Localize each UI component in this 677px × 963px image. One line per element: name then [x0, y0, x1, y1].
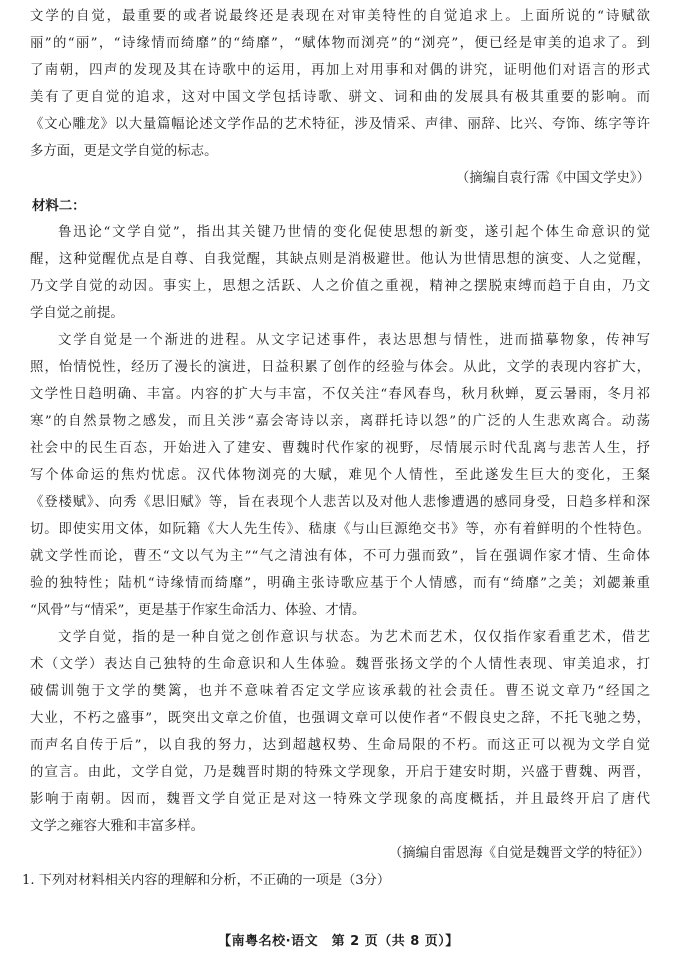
text-line: 文学的自觉，最重要的或者说最终还是表现在对审美特性的自觉追求上。上面所说的“诗赋欲	[30, 9, 650, 24]
text-line: 学自觉之前提。	[30, 306, 124, 321]
text-line: 社会中的民生百态，开始进入了建安、曹魏时代作家的视野，尽情展示时代乱离与悲苦人生，抒	[30, 441, 650, 456]
text-line: 了南朝，四声的发现及其在诗歌中的运用，再加上对用事和对偶的讲究，证明他们对语言的形式	[30, 63, 650, 78]
text-line: 而声名自传于后”，以自我的努力，达到超越权势、生命局限的不朽。而这正可以视为文学自觉	[30, 738, 650, 753]
text-line: 醒，这种觉醒优点是自尊、自我觉醒，其缺点则是消极避世。他认为世情思想的演变、人之觉醒，	[30, 252, 650, 267]
text-line: 术（文学）表达自己独特的生命意识和人生体验。魏晋张扬文学的个人情性表现、审美追求，打	[30, 657, 650, 672]
text-line: 照，怡情悦性，经历了漫长的演进，日益积累了创作的经验与体会。从此，文学的表现内容扩大，	[30, 360, 650, 375]
paragraph-start: 鲁迅论“文学自觉”，指出其关键乃世情的变化促使思想的新变，遂引起个体生命意识的觉	[58, 225, 650, 240]
text-line: 破儒训匏于文学的樊篱，也并不意味着否定文学应该承载的社会责任。曹丕说文章乃“经国之	[30, 684, 650, 699]
text-line: “风骨”与“情采”，更是基于作家生命活力、体验、才情。	[30, 603, 366, 618]
text-line: 寒”的自然景物之感发，而且关涉“嘉会寄诗以亲，离群托诗以怨”的广泛的人生悲欢离合。动荡	[30, 414, 650, 429]
source-citation: （摘编自袁行霈《中国文学史》）	[455, 171, 650, 186]
paragraph-start: 文学自觉是一个渐进的进程。从文字记述事件，表达思想与情性，进而描摹物象，传神写	[58, 333, 650, 348]
text-line: 就文学性而论，曹丕“文以气为主”“气之清浊有体，不可力强而致”，旨在强调作家才情、生命体	[30, 549, 650, 564]
text-line: 的宣言。由此，文学自觉，乃是魏晋时期的特殊文学现象，开启于建安时期，兴盛于曹魏、两晋，	[30, 765, 650, 780]
text-line: 美有了更自觉的追求，这对中国文学包括诗歌、骈文、词和曲的发展具有极其重要的影响。而	[30, 90, 650, 105]
text-line: 验的独特性；陆机“诗缘情而绮靡”，明确主张诗歌应基于个人情感，而有“绮靡”之美；刘勰兼重	[30, 576, 650, 591]
text-line: 丽”的“丽”，“诗缘情而绮靡”的“绮靡”，“赋体物而浏亮”的“浏亮”，便已经是审美的追求了。到	[30, 36, 650, 51]
text-line: 《登楼赋》、向秀《思旧赋》等，旨在表现个人悲苦以及对他人悲惨遭遇的感同身受，日趋多样和深	[30, 495, 650, 510]
text-line: 影响于南朝。因而，魏晋文学自觉正是对这一特殊文学现象的高度概括，并且最终开启了唐代	[30, 792, 650, 807]
page-footer: 【南粤名校·语文 第 2 页（共 8 页）】	[218, 934, 459, 949]
paragraph-start: 文学自觉，指的是一种自觉之创作意识与状态。为艺术而艺术，仅仅指作家看重艺术，借艺	[58, 630, 650, 645]
text-line: 文学之雍容大雅和丰富多样。	[30, 819, 205, 834]
question-stem: 1. 下列对材料相关内容的理解和分析，不正确的一项是（3分）	[22, 873, 391, 888]
text-line: 多方面，更是文学自觉的标志。	[30, 144, 218, 159]
text-line: 大业，不朽之盛事”，既突出文章之价值，也强调文章可以使作者“不假良史之辞，不托飞驰之势，	[30, 711, 650, 726]
text-line: 文学性日趋明确、丰富。内容的扩大与丰富，不仅关注“春风春鸟，秋月秋蝉，夏云暑雨，冬月祁	[30, 387, 650, 402]
source-citation: （摘编自雷恩海《自觉是魏晋文学的特征》）	[388, 846, 650, 861]
text-line: 切。即使实用文体，如阮籍《大人先生传》、嵇康《与山巨源绝交书》等，亦有着鲜明的个性特色。	[30, 522, 650, 537]
text-line: 乃文学自觉的动因。事实上，思想之活跃、人之价值之重视，精神之摆脱束缚而趋于自由，乃文	[30, 279, 650, 294]
text-line: 写个体命运的焦灼忧虑。汉代体物浏亮的大赋，难见个人情性，至此遂发生巨大的变化，王粲	[30, 468, 650, 483]
material-heading: 材料二：	[32, 198, 86, 214]
text-line: 《文心雕龙》以大量篇幅论述文学作品的艺术特征，涉及情采、声律、丽辞、比兴、夸饰、练字等许	[30, 117, 650, 132]
